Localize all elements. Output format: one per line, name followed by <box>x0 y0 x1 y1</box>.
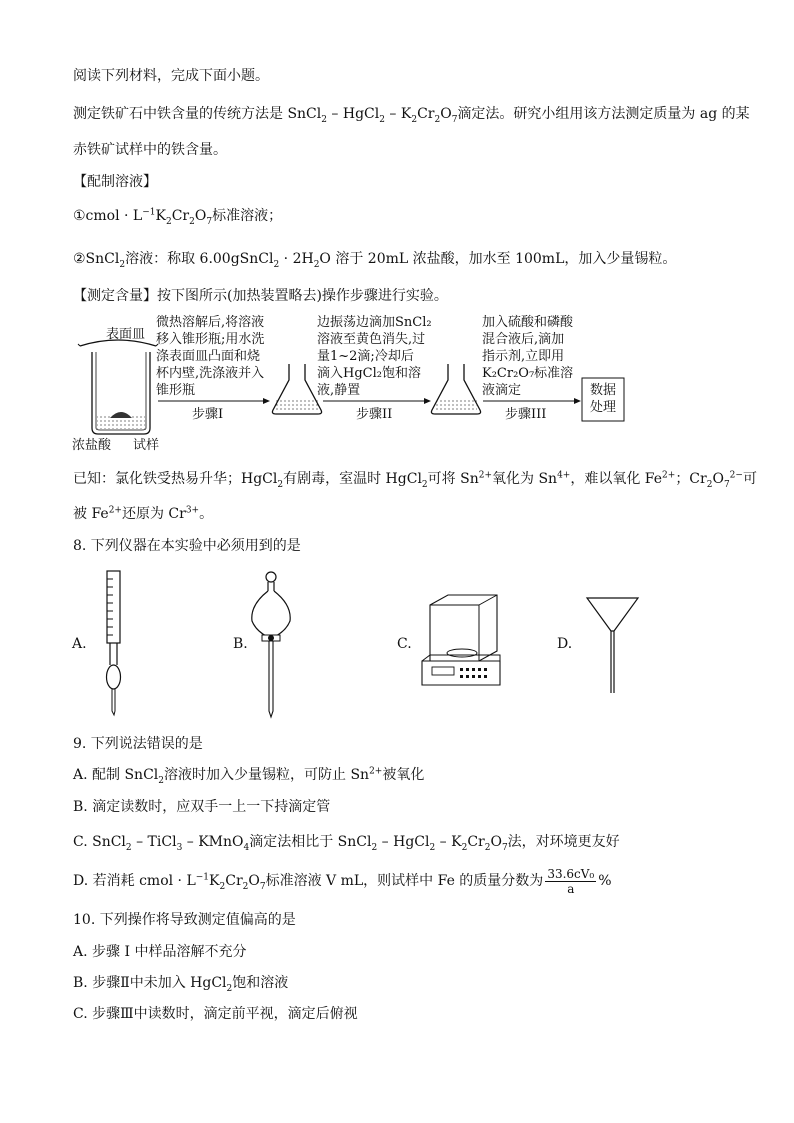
step3-text: 加入硫酸和磷酸 混合液后,滴加 指示剂,立即用 K₂Cr₂O₇标准溶 液滴定 <box>482 315 574 398</box>
flask-icon-1 <box>272 364 321 414</box>
label-hcl: 浓盐酸 <box>72 438 112 453</box>
intro-sample: 赤铁矿试样中的铁含量。 <box>73 142 227 158</box>
arrow-step2: 步骤II <box>356 407 393 422</box>
measure-heading: 【测定含量】按下图所示(加热装置略去)操作步骤进行实验。 <box>73 288 448 304</box>
label-sample: 试样 <box>133 438 160 453</box>
flask-icon-2 <box>431 364 480 414</box>
q10-stem: 10. 下列操作将导致测定值偏高的是 <box>73 912 296 928</box>
q10-option-b[interactable]: B. 步骤Ⅱ中未加入 HgCl$_2$饱和溶液 <box>73 975 289 994</box>
step2-text: 边振荡边滴加SnCl₂ 溶液至黄色消失,过 量1~2滴;冷却后 滴入HgCl₂饱和溶 液,静置 <box>317 315 432 398</box>
q9-stem: 9. 下列说法错误的是 <box>73 736 203 752</box>
q9-option-b[interactable]: B. 滴定读数时，应双手一上一下持滴定管 <box>73 799 331 815</box>
q9-option-a[interactable]: A. 配制 SnCl$_2$溶液时加入少量锡粒，可防止 $Sn^{2+}$被氧化 <box>73 766 425 786</box>
box-label: 数据 处理 <box>590 383 617 415</box>
step1-text: 微热溶解后,将溶液 移入锥形瓶;用水洗 涤表面皿凸面和烧 杯内壁,洗涤液并入 锥形瓶 <box>156 315 265 398</box>
separatory-funnel-icon <box>252 572 290 717</box>
q8-option-a[interactable]: A. <box>72 636 87 652</box>
q9-option-d[interactable]: D. 若消耗 cmol · $L^{-1}K_2Cr_2O_7$标准溶液 V mL，则试样中 Fe 的质量分数为 $\frac{\text{33.6cV₀}}{a}$ % <box>73 866 612 896</box>
q8-option-c[interactable]: C. <box>397 636 412 652</box>
q10-option-a[interactable]: A. 步骤 I 中样品溶解不充分 <box>73 944 247 960</box>
q8-option-b[interactable]: B. <box>233 636 248 652</box>
label-watch-glass: 表面皿 <box>106 327 146 342</box>
q9-option-c[interactable]: C. SnCl$_2$ – TiCl$_3$ – KMnO$_4$滴定法相比于 SnCl$_2$ – HgCl$_2$ – $K_2Cr_2O_7$法，对环境更友好 <box>73 834 620 853</box>
prep-heading: 【配制溶液】 <box>73 174 157 190</box>
mass-fraction-formula: $\frac{\text{33.6cV₀}}{a}$ <box>547 866 595 896</box>
arrow-step3: 步骤III <box>505 407 547 422</box>
q8-stem: 8. 下列仪器在本实验中必须用到的是 <box>73 538 301 554</box>
known-line-2: 被 $Fe^{2+}$还原为 $Cr^{3+}$。 <box>73 505 214 522</box>
q8-instruments <box>0 565 794 725</box>
q10-option-c[interactable]: C. 步骤Ⅲ中读数时，滴定前平视，滴定后俯视 <box>73 1006 358 1022</box>
prep-item-1: ①cmol · $L^{-1}K_2Cr_2O_7$标准溶液； <box>73 207 283 227</box>
intro-method: 测定铁矿石中铁含量的传统方法是 SnCl$_2$ – HgCl$_2$ – $K_2Cr_2O_7$滴定法。研究小组用该方法测定质量为 ag 的某 <box>73 106 750 125</box>
arrow-step1: 步骤I <box>192 407 224 422</box>
funnel-icon <box>587 598 638 693</box>
burette-icon <box>107 571 121 715</box>
prep-item-2: ②SnCl$_2$溶液：称取 6.00gSnCl$_2$ · $2H_2O$ 溶于 20mL 浓盐酸，加水至 100mL，加入少量锡粒。 <box>73 251 677 270</box>
known-line-1: 已知：氯化铁受热易升华；HgCl$_2$有剧毒，室温时 HgCl$_2$可将 $Sn^{2+}$氧化为 $Sn^{4+}$，难以氧化 $Fe^{2+}$；$Cr_2O_7^{2-}$可 <box>73 470 757 490</box>
intro-instruction: 阅读下列材料，完成下面小题。 <box>73 68 269 84</box>
analytical-balance-icon <box>422 595 500 685</box>
q8-option-d[interactable]: D. <box>557 636 573 652</box>
